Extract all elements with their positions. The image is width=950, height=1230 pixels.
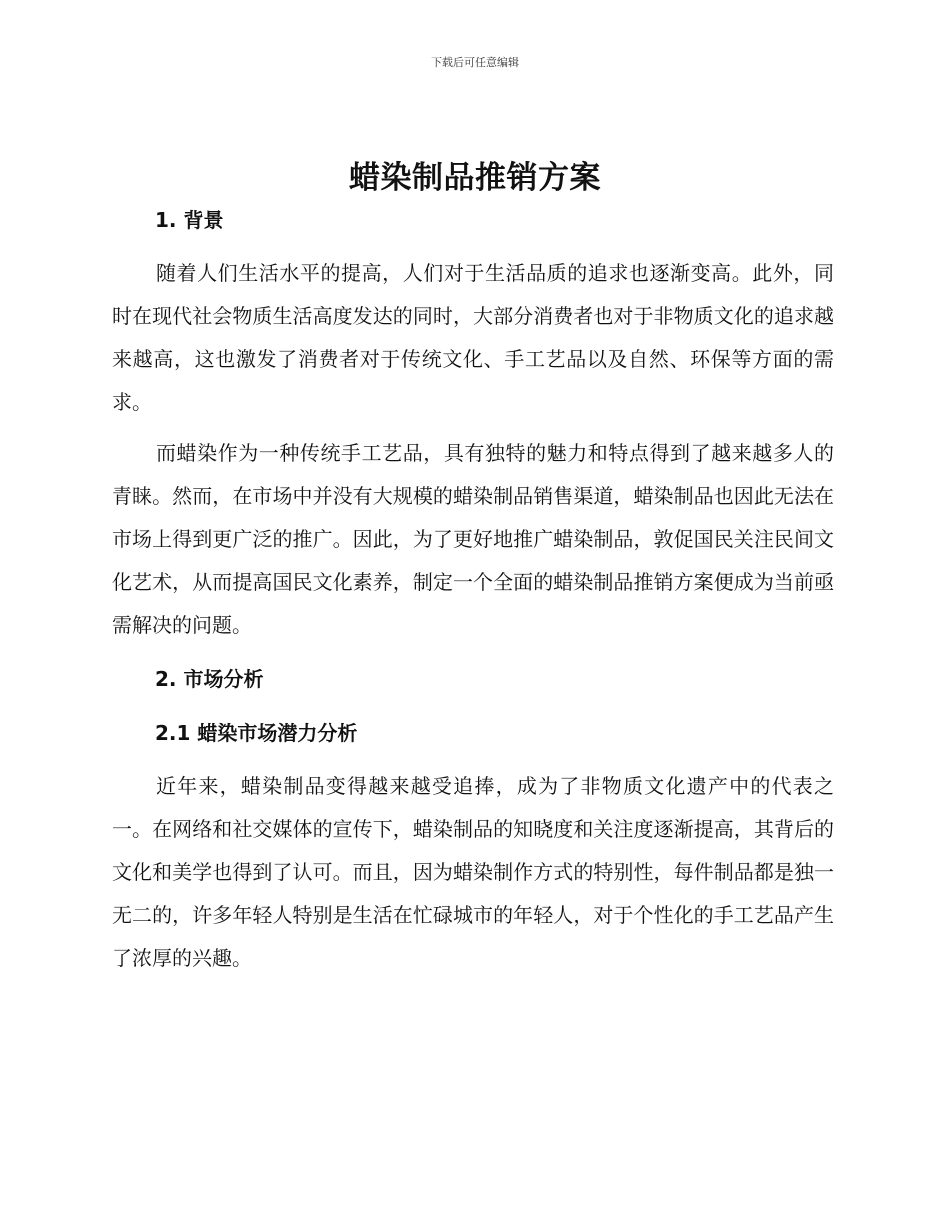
section-heading-market-analysis: 2. 市场分析 [155,667,264,691]
document-title: 蜡染制品推销方案 [349,160,601,196]
page-header-note: 下载后可任意编辑 [431,56,519,69]
section-heading-background: 1. 背景 [155,208,224,232]
document-body [112,200,834,980]
paragraph-market-potential-1: 近年来，蜡染制品变得越来越受追捧，成为了非物质文化遗产中的代表之一。在网络和社交媒体的宣传下，蜡染制品的知晓度和关注度逐渐提高，其背后的文化和美学也得到了认可。而且，因为蜡染制作方式的特别性，每件制品都是独一无二的，许多年轻人特别是生活在忙碌城市的年轻人，对于个性化的手工艺品产生了浓厚的兴趣。 [112,774,834,970]
subsection-heading-market-potential: 2.1 蜡染市场潜力分析 [155,721,358,745]
paragraph-background-1: 随着人们生活水平的提高，人们对于生活品质的追求也逐渐变高。此外，同时在现代社会物质生活高度发达的同时，大部分消费者也对于非物质文化的追求越来越高，这也激发了消费者对于传统文化、手工艺品以及自然、环保等方面的需求。 [112,261,834,414]
paragraph-background-2: 而蜡染作为一种传统手工艺品，具有独特的魅力和特点得到了越来越多人的青睐。然而，在市场中并没有大规模的蜡染制品销售渠道，蜡染制品也因此无法在市场上得到更广泛的推广。因此，为了更好地推广蜡染制品，敦促国民关注民间文化艺术，从而提高国民文化素养，制定一个全面的蜡染制品推销方案便成为当前亟需解决的问题。 [112,441,834,637]
